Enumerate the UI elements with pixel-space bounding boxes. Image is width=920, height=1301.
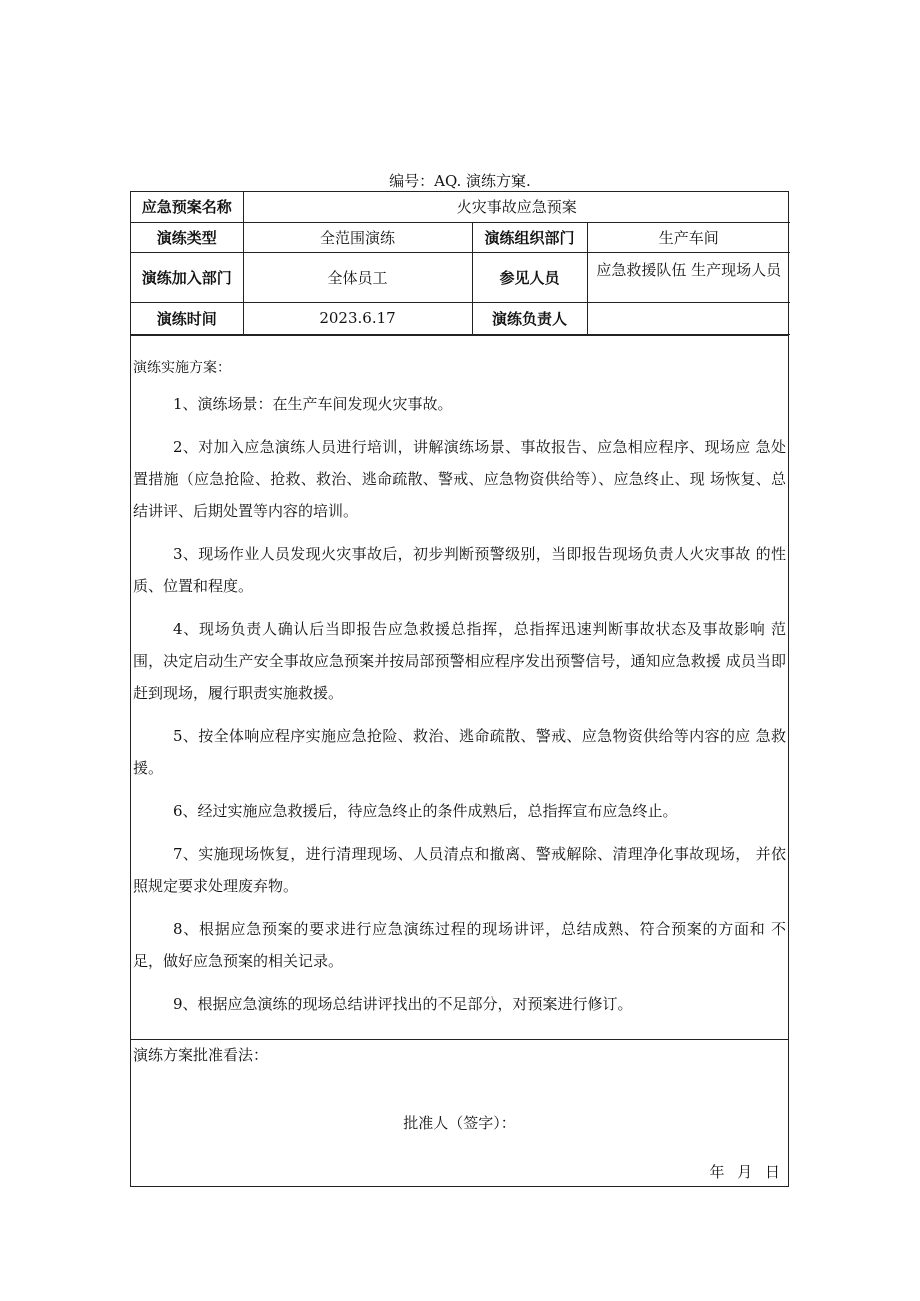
plan-item: 8、根据应急预案的要求进行应急演练过程的现场讲评，总结成熟、符合预案的方面和 不足，做好应急预案的相关记录。 (133, 919, 786, 970)
time-value: 2023.6.17 (243, 302, 472, 334)
row-join-dept (131, 252, 790, 302)
row-drill-type (131, 222, 790, 252)
approval-date: 年 月 日 (709, 1162, 784, 1181)
plan-item: 7、实施现场恢复，进行清理现场、人员清点和撤离、警戒解除、清理净化事故现场， 并依照规定要求处理废弃物。 (133, 844, 786, 895)
participants-value: 应急救援队伍 生产现场人员 (587, 252, 790, 302)
plan-name-value: 火灾事故应急预案 (243, 192, 790, 222)
drill-plan-form (130, 191, 789, 1187)
plan-item: 4、现场负责人确认后当即报告应急救援总指挥，总指挥迅速判断事故状态及事故影响 范围，决定启动生产安全事故应急预案并按局部预警相应程序发出预警信号，通知应急救援 成员当即赶到现场，履行职责实施救援。 (133, 619, 786, 702)
plan-item: 1、演练场景：在生产车间发现火灾事故。 (173, 394, 453, 413)
join-dept-value: 全体员工 (243, 252, 472, 302)
leader-label: 演练负责人 (472, 302, 587, 334)
document-number: 编号：AQ. 演练方窠. (389, 172, 531, 190)
join-dept-label: 演练加入部门 (131, 252, 243, 302)
plan-item: 2、对加入应急演练人员进行培训，讲解演练场景、事故报告、应急相应程序、现场应 急处置措施（应急抢险、抢救、救治、逃命疏散、警戒、应急物资供给等）、应急终止、现 场恢复、总结讲评、后期处置等内容的培训。 (133, 437, 786, 520)
drill-type-label: 演练类型 (131, 222, 243, 252)
org-dept-label: 演练组织部门 (472, 222, 587, 252)
plan-name-label: 应急预案名称 (131, 192, 243, 222)
plan-item: 3、现场作业人员发现火灾事故后，初步判断预警级别，当即报告现场负责人火灾事故 的性质、位置和程度。 (133, 544, 786, 595)
approval-title: 演练方案批准看法： (133, 1045, 269, 1064)
drill-info-table (131, 192, 790, 335)
row-plan-name (131, 192, 790, 222)
org-dept-value: 生产车间 (587, 222, 790, 252)
participants-label: 参见人员 (472, 252, 587, 302)
leader-value (587, 302, 790, 334)
time-label: 演练时间 (131, 302, 243, 334)
row-time (131, 302, 790, 334)
plan-title: 演练实施方案： (133, 359, 231, 376)
plan-item: 9、根据应急演练的现场总结讲评找出的不足部分，对预案进行修订。 (173, 994, 633, 1013)
approver-signature: 批准人（签字）： (403, 1113, 516, 1132)
drill-type-value: 全范围演练 (243, 222, 472, 252)
plan-item: 6、经过实施应急救援后，待应急终止的条件成熟后，总指挥宣布应急终止。 (173, 801, 678, 820)
approval-section (131, 1039, 788, 1186)
plan-item: 5、按全体响应程序实施应急抢险、救治、逃命疏散、警戒、应急物资供给等内容的应 急救援。 (133, 726, 786, 777)
implementation-plan-section (131, 335, 788, 1039)
